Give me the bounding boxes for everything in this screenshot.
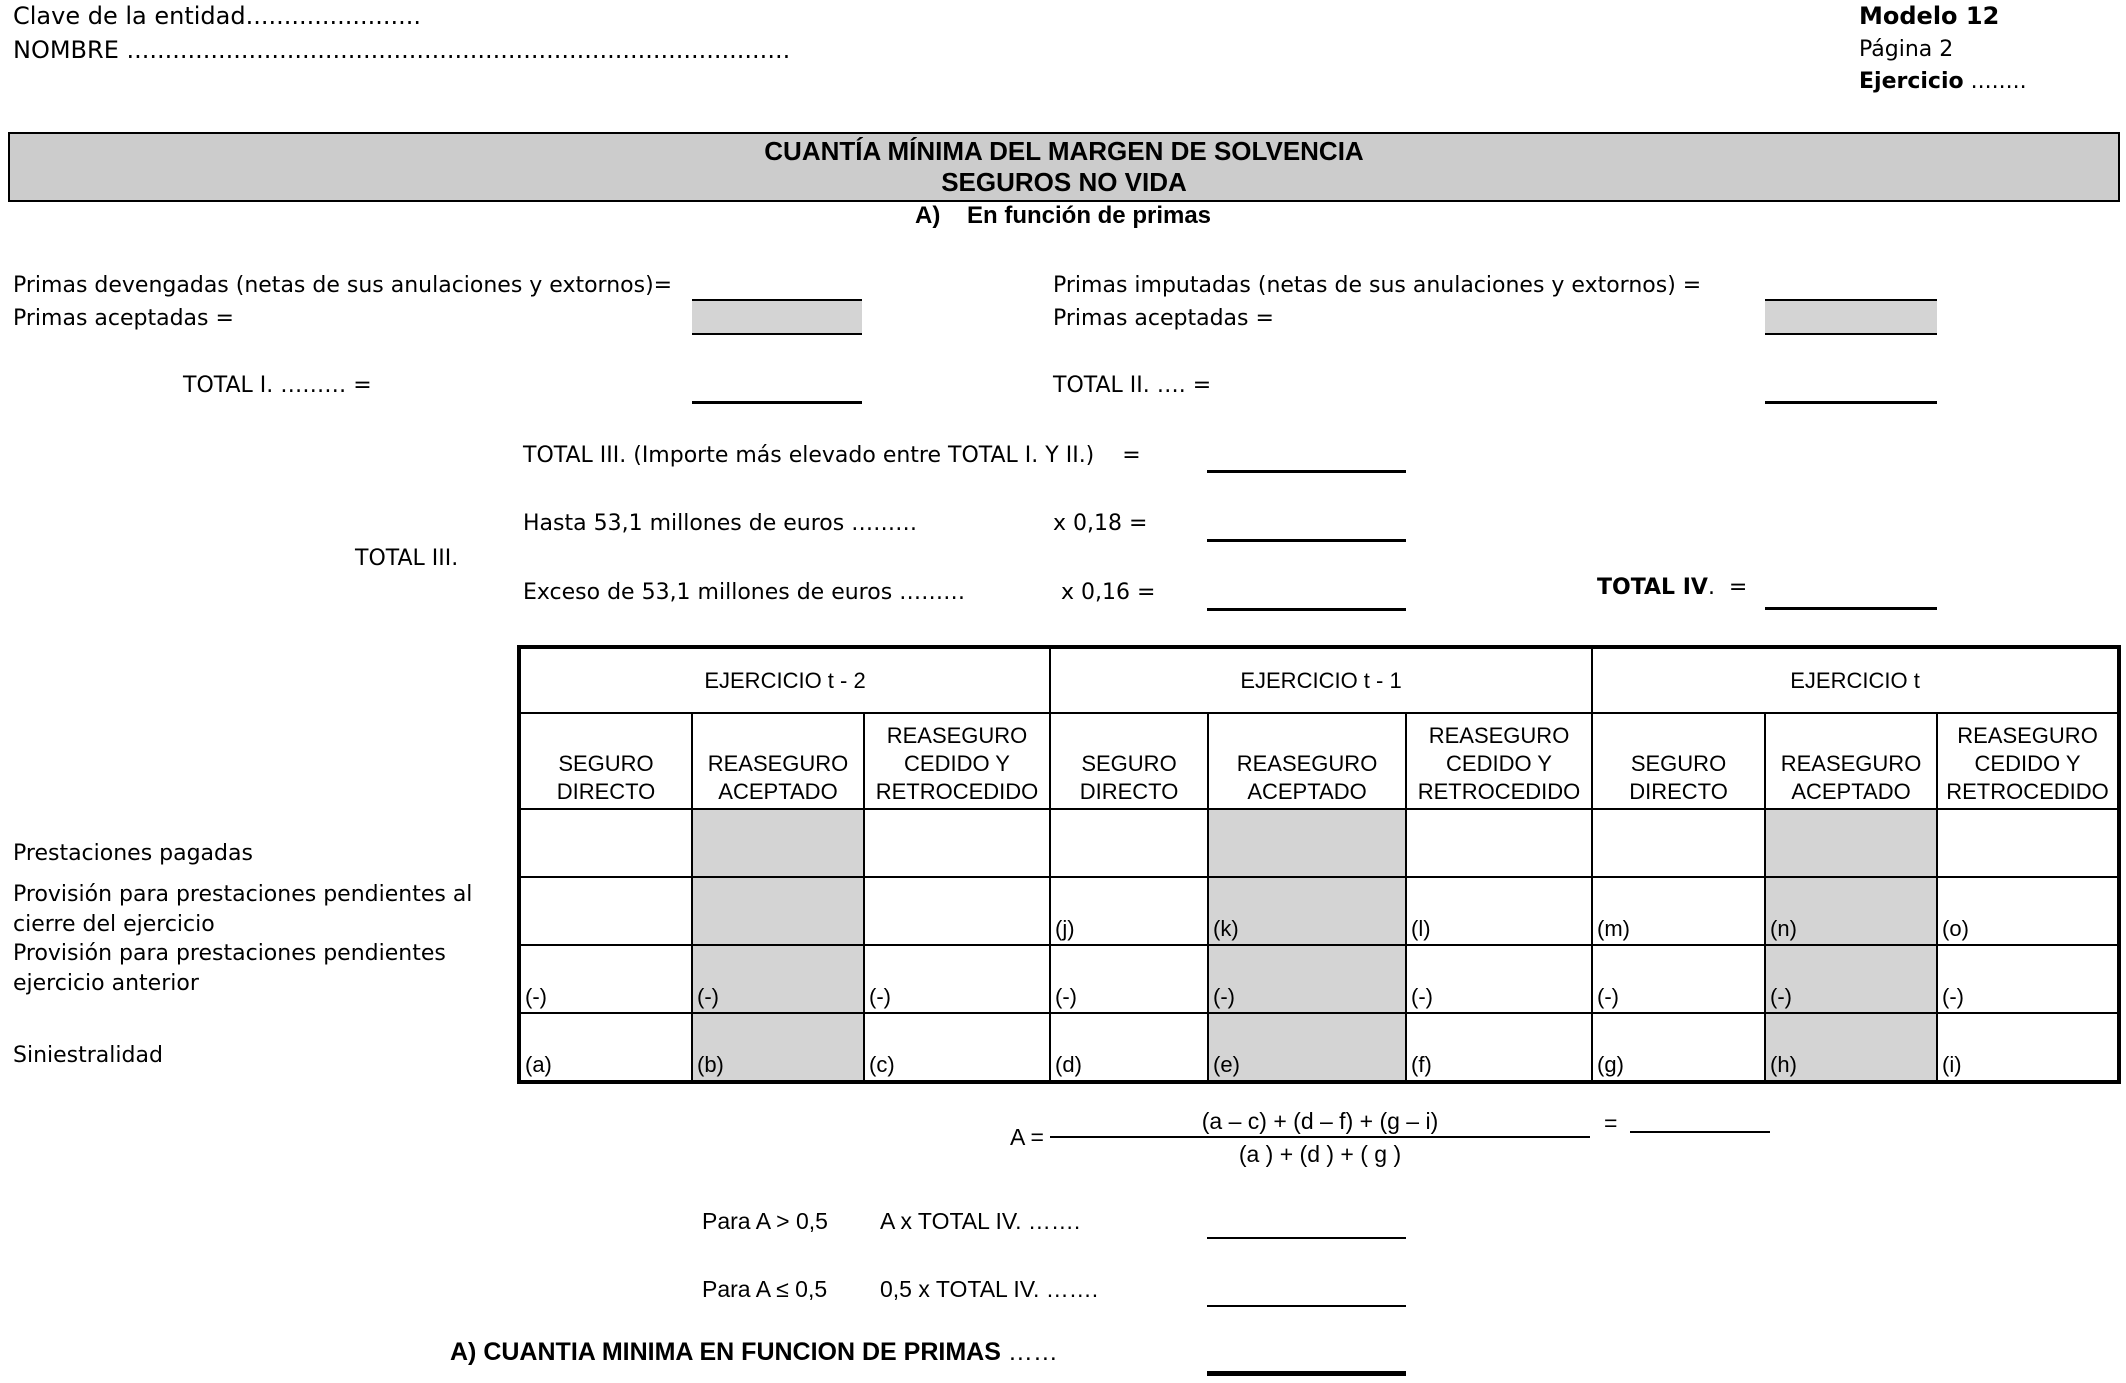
table-cell[interactable] [1592,809,1765,877]
total2-field[interactable] [1765,401,1937,404]
table-cell[interactable]: (i) [1937,1013,2119,1082]
row-label-prestaciones-pagadas: Prestaciones pagadas [13,841,253,866]
table-cell[interactable]: (-) [519,945,692,1013]
table-cell[interactable]: (h) [1765,1013,1937,1082]
table-cell[interactable] [1050,809,1208,877]
pagina-label: Página 2 [1859,37,1954,62]
col-header-reaseguro-aceptado [692,713,864,809]
col-header-reaseguro-cedido [864,713,1050,809]
col-header-line: REASEGURO [1780,751,1922,776]
table-cell[interactable]: (k) [1208,877,1406,945]
table-cell[interactable]: (c) [864,1013,1050,1082]
year-header-t-2: EJERCICIO t - 2 [519,647,1050,713]
ejercicio-dots: ........ [1970,69,2027,94]
case-le-field[interactable] [1207,1305,1406,1307]
table-cell[interactable]: (a) [519,1013,692,1082]
formula-numerator: (a – c) + (d – f) + (g – i) [1201,1108,1439,1134]
col-header-line: DIRECTO [1629,779,1728,804]
case-le-expression: 0,5 x TOTAL IV. ……. [880,1276,1099,1302]
year-header-t-1: EJERCICIO t - 1 [1050,647,1592,713]
cuantia-result-row [450,1338,1058,1367]
aceptadas-left-shade [692,301,862,333]
case-gt-condition: Para A > 0,5 [702,1208,828,1234]
ejercicio-label: Ejercicio [1859,69,1964,94]
table-cell[interactable]: (-) [864,945,1050,1013]
nombre-label: NOMBRE ....................................................................................... [13,36,791,64]
table-row-prestaciones-pagadas [519,809,2119,877]
formula-result-field[interactable] [1630,1131,1770,1133]
modelo-label: Modelo 12 [1859,2,2000,30]
row-label-provision-anterior: Provisión para prestaciones pendientes ejercicio anterior [13,941,446,996]
table-row-provision-cierre [519,877,2119,945]
exceso-field[interactable] [1207,608,1406,611]
cuantia-result-label: A) CUANTIA MINIMA EN FUNCION DE PRIMAS [450,1338,1001,1366]
col-header-seguro-directo [1592,713,1765,809]
hasta-label: Hasta 53,1 millones de euros ……… [523,511,918,536]
total1-field[interactable] [692,401,862,404]
col-header-reaseguro-aceptado [1765,713,1937,809]
total3-label: TOTAL III. [355,546,459,571]
table-cell[interactable]: (-) [692,945,864,1013]
col-header-line: DIRECTO [556,779,656,804]
row-label-siniestralidad: Siniestralidad [13,1043,163,1068]
cuantia-result-dots: …… [1007,1338,1058,1366]
table-cell[interactable]: (d) [1050,1013,1208,1082]
siniestralidad-table [517,645,2121,1084]
col-header-reaseguro-aceptado [1208,713,1406,809]
table-cell[interactable]: (-) [1765,945,1937,1013]
row-label-provision-cierre: Provisión para prestaciones pendientes al cierre del ejercicio [13,882,473,937]
aceptadas-right-field[interactable] [1765,333,1937,335]
col-header-line: SEGURO [1630,751,1727,776]
col-header-line: ACEPTADO [718,779,838,804]
col-header-line: RETROCEDIDO [875,779,1039,804]
col-header-seguro-directo [1050,713,1208,809]
exceso-label: Exceso de 53,1 millones de euros ……… [523,580,966,605]
primas-aceptadas-right-label: Primas aceptadas = [1053,306,1274,331]
col-header-reaseguro-cedido [1406,713,1592,809]
col-header-line: REASEGURO [1236,751,1378,776]
total2-label: TOTAL II. …. = [1053,373,1212,398]
table-cell[interactable] [1937,809,2119,877]
case-le-condition: Para A ≤ 0,5 [702,1276,828,1302]
ejercicio-header [1859,69,2027,94]
table-cell[interactable]: (l) [1406,877,1592,945]
col-header-line: REASEGURO [707,751,849,776]
formula-denominator: (a ) + (d ) + ( g ) [1238,1141,1402,1167]
hasta-field[interactable] [1207,539,1406,542]
year-header-t: EJERCICIO t [1592,647,2119,713]
title-box [8,132,2120,202]
primas-imputadas-label: Primas imputadas (netas de sus anulaciones y extornos) = [1053,273,1702,298]
table-cell[interactable]: (o) [1937,877,2119,945]
col-header-line: CEDIDO Y [1974,751,2081,776]
table-cell[interactable]: (f) [1406,1013,1592,1082]
table-cell[interactable] [864,809,1050,877]
total1-label: TOTAL I. ……… = [183,373,372,398]
table-cell[interactable] [692,809,864,877]
col-header-line: RETROCEDIDO [1417,779,1581,804]
col-header-line: REASEGURO [1428,723,1570,748]
total4-field[interactable] [1765,607,1937,610]
col-header-line: CEDIDO Y [1446,751,1552,776]
clave-entidad: Clave de la entidad....................... [13,2,422,30]
formula-fraction-bar [1050,1136,1590,1138]
col-header-line: SEGURO [558,751,654,776]
table-cell[interactable]: (-) [1050,945,1208,1013]
primas-aceptadas-left-label: Primas aceptadas = [13,306,234,331]
formula-eq: = [1604,1110,1618,1136]
col-header-line: ACEPTADO [1247,779,1367,804]
total3-description: TOTAL III. (Importe más elevado entre TOTAL I. Y II.) = [523,443,1141,468]
cuantia-result-field[interactable] [1207,1371,1406,1376]
col-header-reaseguro-cedido [1937,713,2119,809]
hasta-factor: x 0,18 = [1053,511,1148,536]
col-header-seguro-directo [519,713,692,809]
table-cell[interactable]: (-) [1406,945,1592,1013]
total4-eq: . = [1707,575,1748,600]
table-cell[interactable] [692,877,864,945]
table-row-siniestralidad [519,1013,2119,1082]
exceso-factor: x 0,16 = [1061,580,1156,605]
table-cell[interactable]: (-) [1592,945,1765,1013]
table-cell[interactable]: (m) [1592,877,1765,945]
case-gt-expression: A x TOTAL IV. ……. [880,1208,1081,1234]
title-line1: CUANTÍA MÍNIMA DEL MARGEN DE SOLVENCIA [764,136,1364,166]
table-cell[interactable] [519,809,692,877]
total4-header [1597,575,1747,600]
case-gt-field[interactable] [1207,1237,1406,1239]
col-header-line: CEDIDO Y [904,751,1010,776]
total3-field[interactable] [1207,470,1406,473]
table-cell[interactable]: (b) [692,1013,864,1082]
table-cell[interactable]: (-) [1937,945,2119,1013]
col-header-line: RETROCEDIDO [1946,779,2109,804]
table-cell[interactable] [519,877,692,945]
formula-lhs: A = [1010,1124,1044,1150]
table-cell[interactable] [1765,809,1937,877]
aceptadas-right-shade [1765,301,1937,333]
table-cell[interactable]: (j) [1050,877,1208,945]
section-a-heading: A) En función de primas [915,202,1212,229]
table-cell[interactable]: (-) [1208,945,1406,1013]
table-cell[interactable] [1406,809,1592,877]
title-line2: SEGUROS NO VIDA [941,167,1187,197]
table-cell[interactable]: (n) [1765,877,1937,945]
primas-devengadas-label: Primas devengadas (netas de sus anulaciones y extornos)= [13,273,673,298]
col-header-line: ACEPTADO [1791,779,1911,804]
total4-label: TOTAL IV [1597,575,1708,600]
aceptadas-left-field[interactable] [692,333,862,335]
col-header-line: REASEGURO [886,723,1028,748]
table-cell[interactable]: (g) [1592,1013,1765,1082]
table-cell[interactable] [1208,809,1406,877]
col-header-line: REASEGURO [1957,723,2098,748]
table-cell[interactable] [864,877,1050,945]
table-row-provision-anterior [519,945,2119,1013]
table-cell[interactable]: (e) [1208,1013,1406,1082]
col-header-line: DIRECTO [1079,779,1179,804]
col-header-line: SEGURO [1081,751,1177,776]
